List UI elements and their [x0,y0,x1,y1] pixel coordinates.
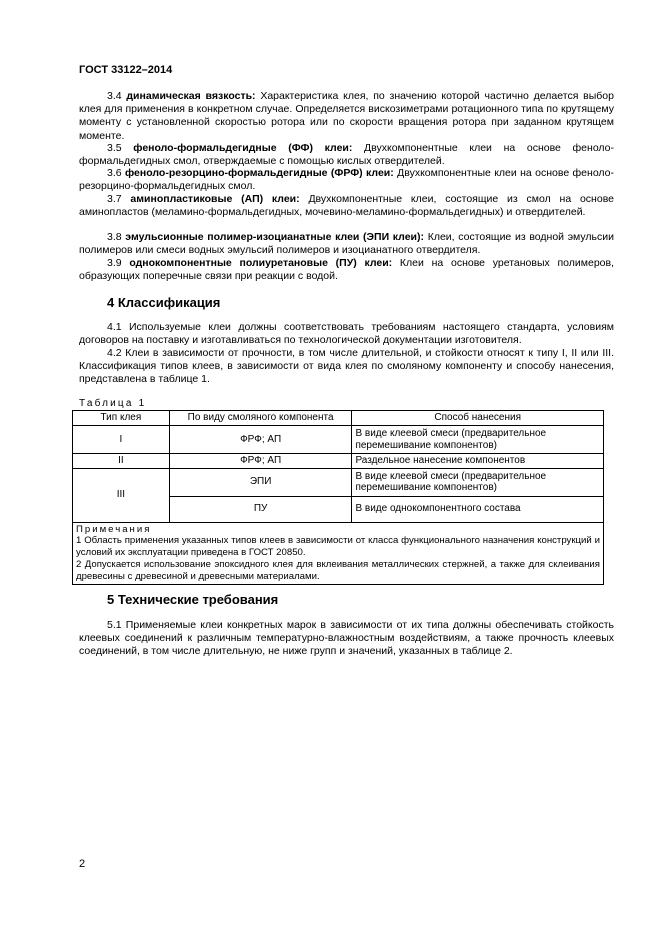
type-cell: III [73,468,170,522]
section-4-title: 4 Классификация [107,295,221,310]
document-header: ГОСТ 33122–2014 [79,64,173,76]
definition-number: 3.5 [107,142,122,154]
table-row [73,426,604,454]
definition-number: 3.8 [107,231,122,243]
definition-text: Двухкомпонентные клеи, состоящие из смол на основе аминопластов (меламино-формальдегидных, мочевино-меламино-формальдегидных) и отвердителей. [79,193,614,219]
definition-3-9 [79,257,614,283]
definition-number: 3.4 [107,90,122,102]
method-cell: В виде однокомпонентного состава [352,496,604,522]
page-number: 2 [79,858,86,870]
resin-cell: ФРФ; АП [169,454,352,469]
resin-cell: ЭПИ [169,468,352,496]
definition-number: 3.7 [107,193,122,205]
type-cell: I [73,426,170,454]
table-row [73,454,604,469]
column-header: Тип клея [73,411,170,426]
definition-3-5 [79,142,614,168]
column-header: Способ нанесения [352,411,604,426]
definition-number: 3.6 [107,167,122,179]
table-notes [73,522,604,584]
definition-text: Характеристика клея, по значению которой частично делается выбор клея для применения в конкретном случае. Определяется вискозиметрами ротационного типа по крутящему моменту с установленной скоростью ротора или по скорости вращения ротора при заданном крутящем моменте. [79,90,614,142]
table-row [73,468,604,496]
section-5-title: 5 Технические требования [107,592,279,607]
paragraph-4-1: 4.1 Используемые клеи должны соответствовать требованиям настоящего стандарта, условиям договоров на поставку и изготавливаться по технологической документации изготовителя. [79,321,614,347]
definition-term: динамическая вязкость: [126,90,256,102]
definition-term: феноло-формальдегидные (ФФ) клеи: [133,142,353,154]
notes-title: Примечания [76,523,152,535]
definition-3-8 [79,231,614,257]
definition-term: однокомпонентные полиуретановые (ПУ) клеи: [129,257,393,269]
paragraph-4-2: 4.2 Клеи в зависимости от прочности, в том числе длительной, и стойкости относят к типу I, II или III. Классификация типов клеев, в зависимости от вида клея по смоляному компоненту и способу нанесения, представлена в таблице 1. [79,347,614,386]
definition-term: эмульсионные полимер-изоцианатные клеи (ЭПИ клеи): [125,231,425,243]
column-header: По виду смоляного компонента [169,411,352,426]
table-header-row [73,411,604,426]
definition-term: феноло-резорцино-формальдегидные (ФРФ) клеи: [125,167,394,179]
definition-3-4 [79,90,614,143]
definition-3-7 [79,193,614,219]
note-item: 1 Область применения указанных типов клеев в зависимости от класса функционального назначения конструкций и условий их эксплуатации приведена в ГОСТ 20850. [76,535,600,559]
paragraph-5-1: 5.1 Применяемые клеи конкретных марок в зависимости от их типа должны обеспечивать стойкость клеевых соединений к различным температурно-влажностным воздействиям, а также прочность клеевых соединений, в том числе длительную, не ниже групп и значений, указанных в таблице 2. [79,619,614,658]
method-cell: Раздельное нанесение компонентов [352,454,604,469]
definition-term: аминопластиковые (АП) клеи: [130,193,300,205]
definition-number: 3.9 [107,257,122,269]
definition-text: Двухкомпонентные клеи на основе феноло- резорцино-формальдегидных смол. [79,167,615,193]
resin-cell: ФРФ; АП [169,426,352,454]
method-cell: В виде клеевой смеси (предварительное перемешивание компонентов) [352,426,604,454]
definition-3-6 [79,167,614,193]
table-caption: Таблица 1 [79,398,147,409]
note-item: 2 Допускается использование эпоксидного клея для вклеивания металлических стержней, а также для склеивания древесины с древесиной и древесными материалами. [76,558,600,582]
table-notes-row [73,522,604,584]
definition-text: Клеи, состоящие из водной эмульсии полимеров или смеси водных эмульсий полимеров и изоцианатного отвердителя. [79,231,614,257]
type-cell: II [73,454,170,469]
resin-cell: ПУ [169,496,352,522]
definition-text: Двухкомпонентные клеи на основе феноло-формальдегидных смол, отверждаемые с помощью кислых отвердителей. [79,142,615,168]
definition-text: Клеи на основе уретановых полимеров, образующих поперечные связи при реакции с водой. [79,257,614,283]
method-cell: В виде клеевой смеси (предварительное перемешивание компонентов) [352,468,604,496]
classification-table [72,410,604,585]
